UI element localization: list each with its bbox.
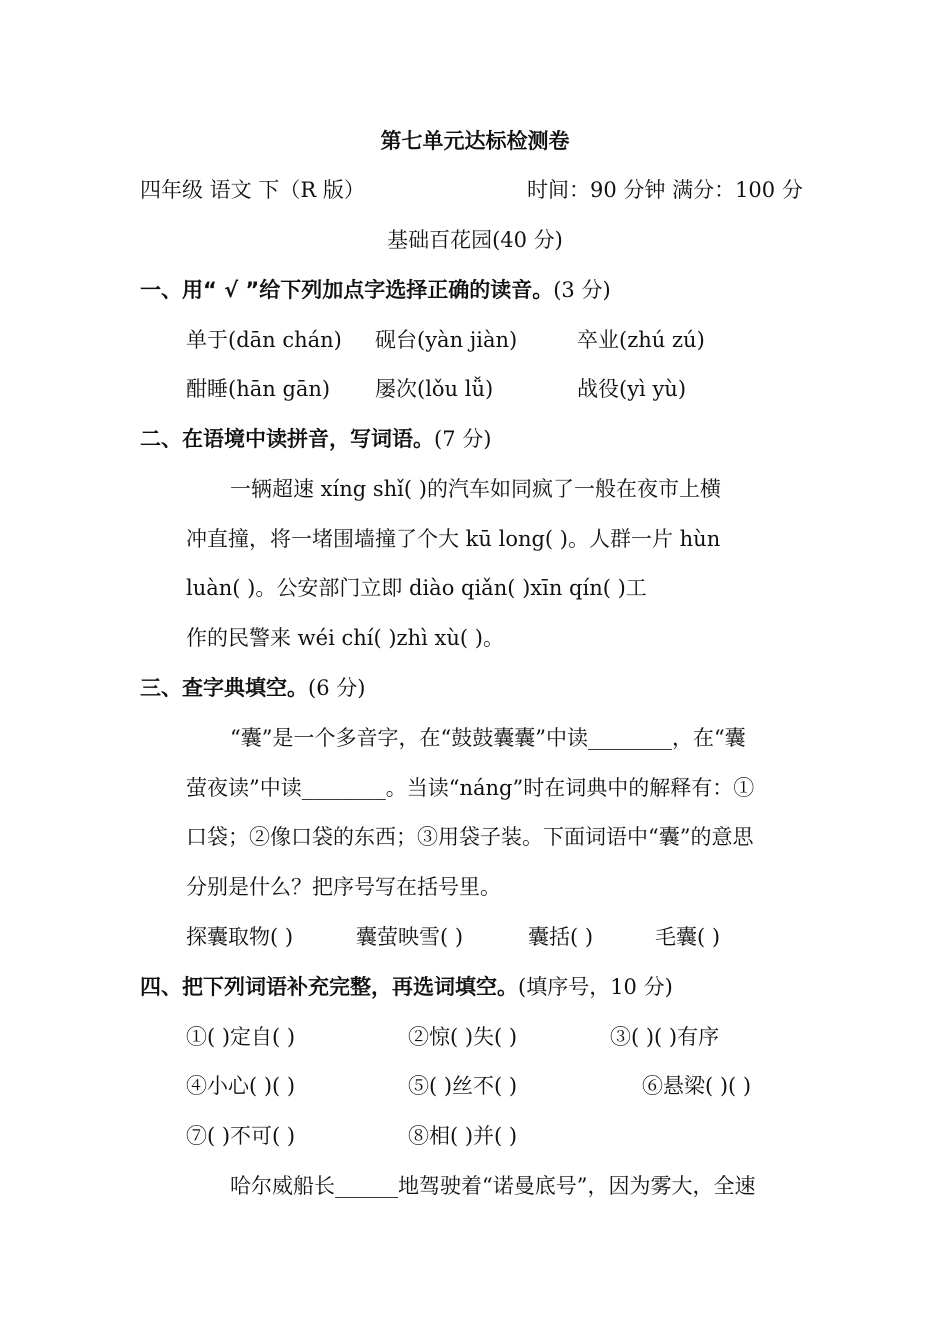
question-1-points: (3 分): [553, 278, 611, 302]
q4-item: ⑥悬梁( )( ): [642, 1074, 752, 1098]
q4-item: ③( )( )有序: [610, 1025, 720, 1049]
q3-line: 分别是什么？把序号写在括号里。: [186, 875, 501, 899]
grade-info: 四年级 语文 下（R 版）: [140, 178, 365, 202]
q2-line: 冲直撞，将一堵围墙撞了个大 kū long( )。人群一片 hùn: [186, 527, 721, 551]
q2-line: 一辆超速 xíng shǐ( )的汽车如同疯了一般在夜市上横: [230, 477, 721, 501]
q4-item: ①( )定自( ): [186, 1025, 296, 1049]
question-1-heading: [140, 275, 611, 305]
question-2-points: (7 分): [434, 427, 492, 451]
question-4-text: 四、把下列词语补充完整，再选词填空。: [140, 975, 518, 999]
q3-item: 探囊取物( ): [186, 925, 294, 949]
q1-item: 战役(yì yù): [577, 377, 687, 401]
q4-item: ④小心( )( ): [186, 1074, 296, 1098]
question-2-heading: [140, 424, 491, 454]
question-4-points: (填序号，10 分): [518, 975, 673, 999]
section-title: 基础百花园(40 分): [387, 228, 563, 252]
q3-item: 毛囊( ): [655, 925, 721, 949]
q1-item: 酣睡(hān gān): [186, 377, 331, 401]
q3-item: 囊括( ): [528, 925, 594, 949]
q3-line: 口袋；②像口袋的东西；③用袋子装。下面词语中“囊”的意思: [186, 825, 754, 849]
question-2-text: 二、在语境中读拼音，写词语。: [140, 427, 434, 451]
question-1-text: 一、用“ √ ”给下列加点字选择正确的读音。: [140, 278, 554, 302]
q4-passage: 哈尔威船长______地驾驶着“诺曼底号”，因为雾大，全速: [230, 1174, 756, 1198]
question-3-text: 三、查字典填空。: [140, 676, 308, 700]
q2-line: luàn( )。公安部门立即 diào qiǎn( )xīn qín( )工: [186, 576, 647, 600]
time-score-info: 时间：90 分钟 满分：100 分: [527, 178, 803, 202]
q1-item: 卒业(zhú zú): [577, 328, 705, 352]
q3-item: 囊萤映雪( ): [356, 925, 464, 949]
q3-line: 萤夜读”中读________。当读“náng”时在词典中的解释有：①: [186, 776, 755, 800]
q4-item: ②惊( )失( ): [408, 1025, 518, 1049]
question-3-heading: [140, 673, 365, 703]
q1-item: 屡次(lǒu lǚ): [375, 377, 494, 401]
q3-line: “囊”是一个多音字，在“鼓鼓囊囊”中读________，在“囊: [230, 726, 746, 750]
question-3-points: (6 分): [308, 676, 366, 700]
q4-item: ⑦( )不可( ): [186, 1124, 296, 1148]
q2-line: 作的民警来 wéi chí( )zhì xù( )。: [186, 626, 504, 650]
page-title: 第七单元达标检测卷: [380, 129, 570, 153]
question-4-heading: [140, 972, 673, 1002]
q1-item: 单于(dān chán): [186, 328, 342, 352]
q4-item: ⑤( )丝不( ): [408, 1074, 518, 1098]
q4-item: ⑧相( )并( ): [408, 1124, 518, 1148]
q1-item: 砚台(yàn jiàn): [375, 328, 518, 352]
